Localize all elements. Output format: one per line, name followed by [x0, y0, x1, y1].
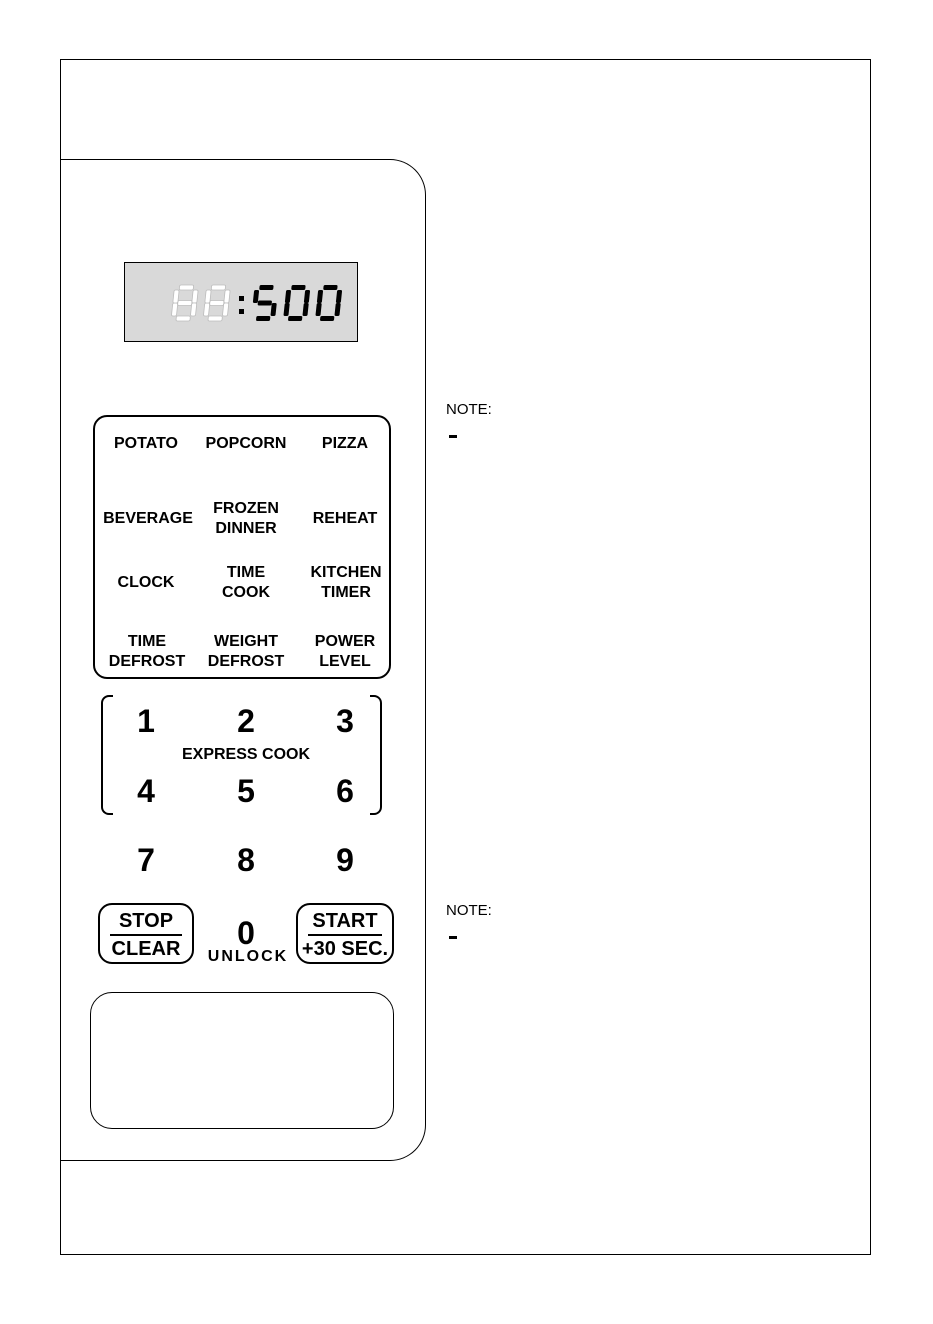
- lcd-segment: [253, 290, 259, 303]
- start-button[interactable]: [296, 903, 394, 964]
- stop-clear-button[interactable]: [98, 903, 194, 964]
- note-2-label: NOTE:: [446, 902, 492, 919]
- weight-defrost-label-2: DEFROST: [207, 653, 285, 670]
- digit-7-button[interactable]: 7: [137, 842, 155, 878]
- lcd-segment: [192, 290, 198, 303]
- time-defrost-label-1: TIME: [127, 633, 167, 650]
- digit-1-button[interactable]: 1: [137, 703, 155, 739]
- power-level-label-2: LEVEL: [319, 653, 371, 670]
- lcd-segment: [179, 285, 194, 290]
- time-cook-button[interactable]: [222, 563, 270, 603]
- lcd-segment: [320, 316, 335, 321]
- lcd-segment: [211, 285, 226, 290]
- lcd-segment: [283, 303, 289, 316]
- start-label: START: [312, 910, 378, 932]
- digit-3-button[interactable]: 3: [336, 703, 354, 739]
- potato-button[interactable]: POTATO: [114, 435, 178, 452]
- kitchen-timer-label-1: KITCHEN: [310, 564, 382, 581]
- weight-defrost-button[interactable]: [208, 632, 284, 672]
- time-defrost-label-2: DEFROST: [108, 653, 186, 670]
- lcd-colon-dot: [239, 296, 244, 301]
- lcd-segment: [259, 285, 274, 290]
- kitchen-timer-label-2: TIMER: [321, 584, 371, 601]
- frozen-dinner-label-2: DINNER: [215, 520, 277, 537]
- stop-label: STOP: [118, 910, 174, 932]
- lcd-segment: [210, 301, 225, 306]
- lcd-digit: [315, 285, 343, 321]
- lcd-digit: [171, 285, 199, 321]
- digit-5-button[interactable]: 5: [237, 773, 255, 809]
- unlock-label: UNLOCK: [207, 948, 289, 965]
- lcd-segment: [203, 303, 209, 316]
- lcd-segment: [336, 290, 342, 303]
- note-2-bullet: [449, 936, 457, 939]
- note-1-label: NOTE:: [446, 401, 492, 418]
- start-divider: [308, 934, 381, 936]
- lcd-segment: [224, 290, 230, 303]
- time-cook-label-2: COOK: [222, 584, 270, 601]
- lcd-segment: [315, 303, 321, 316]
- express-cook-bracket-right: [370, 695, 382, 815]
- digit-4-button[interactable]: 4: [137, 773, 155, 809]
- time-cook-label-1: TIME: [226, 564, 266, 581]
- digit-0-button[interactable]: 0: [237, 915, 255, 951]
- popcorn-button[interactable]: POPCORN: [205, 435, 287, 452]
- lcd-segment: [317, 290, 323, 303]
- lcd-segment: [334, 303, 340, 316]
- lcd-segment: [291, 285, 306, 290]
- power-level-label-1: POWER: [314, 633, 376, 650]
- weight-defrost-label-1: WEIGHT: [213, 633, 278, 650]
- note-1-bullet: [449, 435, 457, 438]
- lcd-segment: [302, 303, 308, 316]
- lcd-digits: [125, 263, 359, 343]
- express-cook-label: EXPRESS COOK: [181, 746, 311, 763]
- plus-30-sec-label: +30 SEC.: [301, 938, 389, 960]
- clock-button[interactable]: CLOCK: [117, 574, 175, 591]
- lcd-segment: [208, 316, 223, 321]
- lcd-segment: [304, 290, 310, 303]
- lcd-segment: [256, 316, 271, 321]
- digit-9-button[interactable]: 9: [336, 842, 354, 878]
- lcd-segment: [171, 303, 177, 316]
- pizza-button[interactable]: PIZZA: [321, 435, 369, 452]
- digit-2-button[interactable]: 2: [237, 703, 255, 739]
- digit-8-button[interactable]: 8: [237, 842, 255, 878]
- power-level-button[interactable]: [315, 632, 375, 672]
- lcd-segment: [176, 316, 191, 321]
- lcd-colon-dot: [239, 309, 244, 314]
- lcd-segment: [288, 316, 303, 321]
- express-cook-bracket-left: [101, 695, 113, 815]
- clear-label: CLEAR: [111, 938, 181, 960]
- door-release-area[interactable]: [90, 992, 394, 1129]
- lcd-digit: [203, 285, 231, 321]
- digit-6-button[interactable]: 6: [336, 773, 354, 809]
- stop-clear-divider: [110, 934, 182, 936]
- lcd-digit: [283, 285, 311, 321]
- lcd-segment: [285, 290, 291, 303]
- beverage-button[interactable]: BEVERAGE: [103, 510, 193, 527]
- kitchen-timer-button[interactable]: [310, 563, 381, 603]
- lcd-segment: [270, 303, 276, 316]
- lcd-segment: [178, 301, 193, 306]
- lcd-segment: [323, 285, 338, 290]
- lcd-segment: [258, 301, 273, 306]
- time-defrost-button[interactable]: [109, 632, 185, 672]
- reheat-button[interactable]: REHEAT: [312, 510, 378, 527]
- frozen-dinner-label-1: FROZEN: [213, 500, 279, 517]
- lcd-digit: [251, 285, 279, 321]
- frozen-dinner-button[interactable]: [213, 499, 279, 539]
- lcd-display: [124, 262, 358, 342]
